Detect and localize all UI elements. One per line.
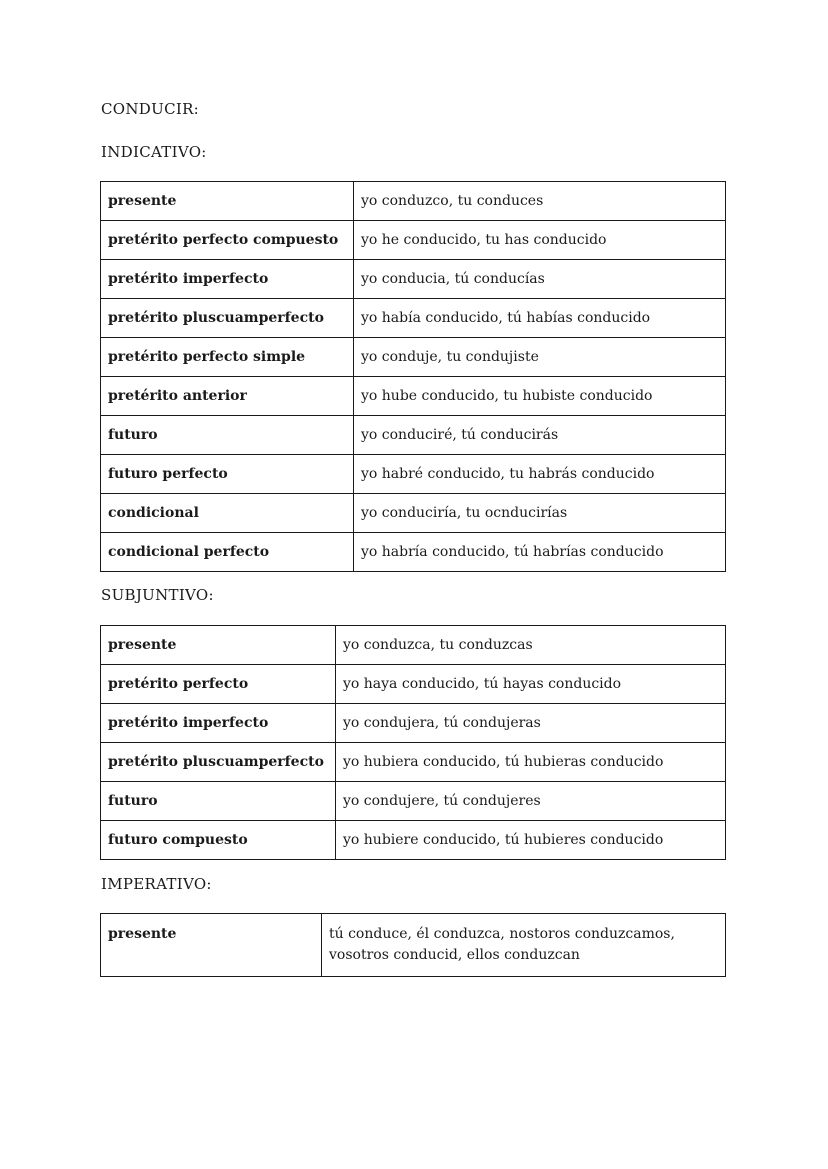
tense-cell: pretérito pluscuamperfecto xyxy=(101,299,354,338)
table-row xyxy=(101,377,726,416)
table-row xyxy=(101,704,726,743)
tense-cell: futuro perfecto xyxy=(101,455,354,494)
forms-cell: yo hubiera conducido, tú hubieras conducido xyxy=(336,743,726,782)
forms-cell: yo hube conducido, tu hubiste conducido xyxy=(354,377,726,416)
table-row xyxy=(101,626,726,665)
forms-cell: yo condujera, tú condujeras xyxy=(336,704,726,743)
forms-cell: yo conduciré, tú conducirás xyxy=(354,416,726,455)
table-row xyxy=(101,221,726,260)
table-row xyxy=(101,299,726,338)
tense-cell: pretérito pluscuamperfecto xyxy=(101,743,336,782)
forms-cell: yo conduciría, tu ocnducirías xyxy=(354,494,726,533)
forms-cell: yo habré conducido, tu habrás conducido xyxy=(354,455,726,494)
forms-cell: yo conduje, tu condujiste xyxy=(354,338,726,377)
tense-cell: pretérito perfecto simple xyxy=(101,338,354,377)
section-title-subjuntivo: SUBJUNTIVO: xyxy=(101,586,214,604)
imperativo-table xyxy=(100,913,726,977)
table-row xyxy=(101,821,726,860)
tense-cell: presente xyxy=(101,914,322,977)
tense-cell: pretérito perfecto xyxy=(101,665,336,704)
tense-cell: presente xyxy=(101,182,354,221)
subjuntivo-table xyxy=(100,625,726,860)
table-row xyxy=(101,260,726,299)
table-row xyxy=(101,455,726,494)
forms-cell: yo había conducido, tú habías conducido xyxy=(354,299,726,338)
verb-heading: CONDUCIR: xyxy=(101,100,200,118)
tense-cell: condicional perfecto xyxy=(101,533,354,572)
tense-cell: futuro xyxy=(101,782,336,821)
forms-cell: yo conduzco, tu conduces xyxy=(354,182,726,221)
forms-cell: yo habría conducido, tú habrías conducido xyxy=(354,533,726,572)
forms-cell: yo condujere, tú condujeres xyxy=(336,782,726,821)
table-row xyxy=(101,416,726,455)
tense-cell: pretérito anterior xyxy=(101,377,354,416)
table-row xyxy=(101,782,726,821)
table-row xyxy=(101,743,726,782)
table-row xyxy=(101,665,726,704)
forms-cell: yo he conducido, tu has conducido xyxy=(354,221,726,260)
table-row xyxy=(101,533,726,572)
forms-cell: yo conduzca, tu conduzcas xyxy=(336,626,726,665)
forms-cell: yo haya conducido, tú hayas conducido xyxy=(336,665,726,704)
tense-cell: condicional xyxy=(101,494,354,533)
indicativo-table xyxy=(100,181,726,572)
tense-cell: futuro xyxy=(101,416,354,455)
tense-cell: pretérito imperfecto xyxy=(101,260,354,299)
tense-cell: presente xyxy=(101,626,336,665)
section-title-indicativo: INDICATIVO: xyxy=(101,143,207,161)
forms-cell: yo hubiere conducido, tú hubieres conducido xyxy=(336,821,726,860)
table-row xyxy=(101,914,726,977)
forms-cell: tú conduce, él conduzca, nostoros conduzcamos, vosotros conducid, ellos conduzcan xyxy=(322,914,726,977)
tense-cell: pretérito perfecto compuesto xyxy=(101,221,354,260)
forms-cell: yo conducia, tú conducías xyxy=(354,260,726,299)
tense-cell: pretérito imperfecto xyxy=(101,704,336,743)
section-title-imperativo: IMPERATIVO: xyxy=(101,875,212,893)
tense-cell: futuro compuesto xyxy=(101,821,336,860)
table-row xyxy=(101,338,726,377)
table-row xyxy=(101,182,726,221)
table-row xyxy=(101,494,726,533)
